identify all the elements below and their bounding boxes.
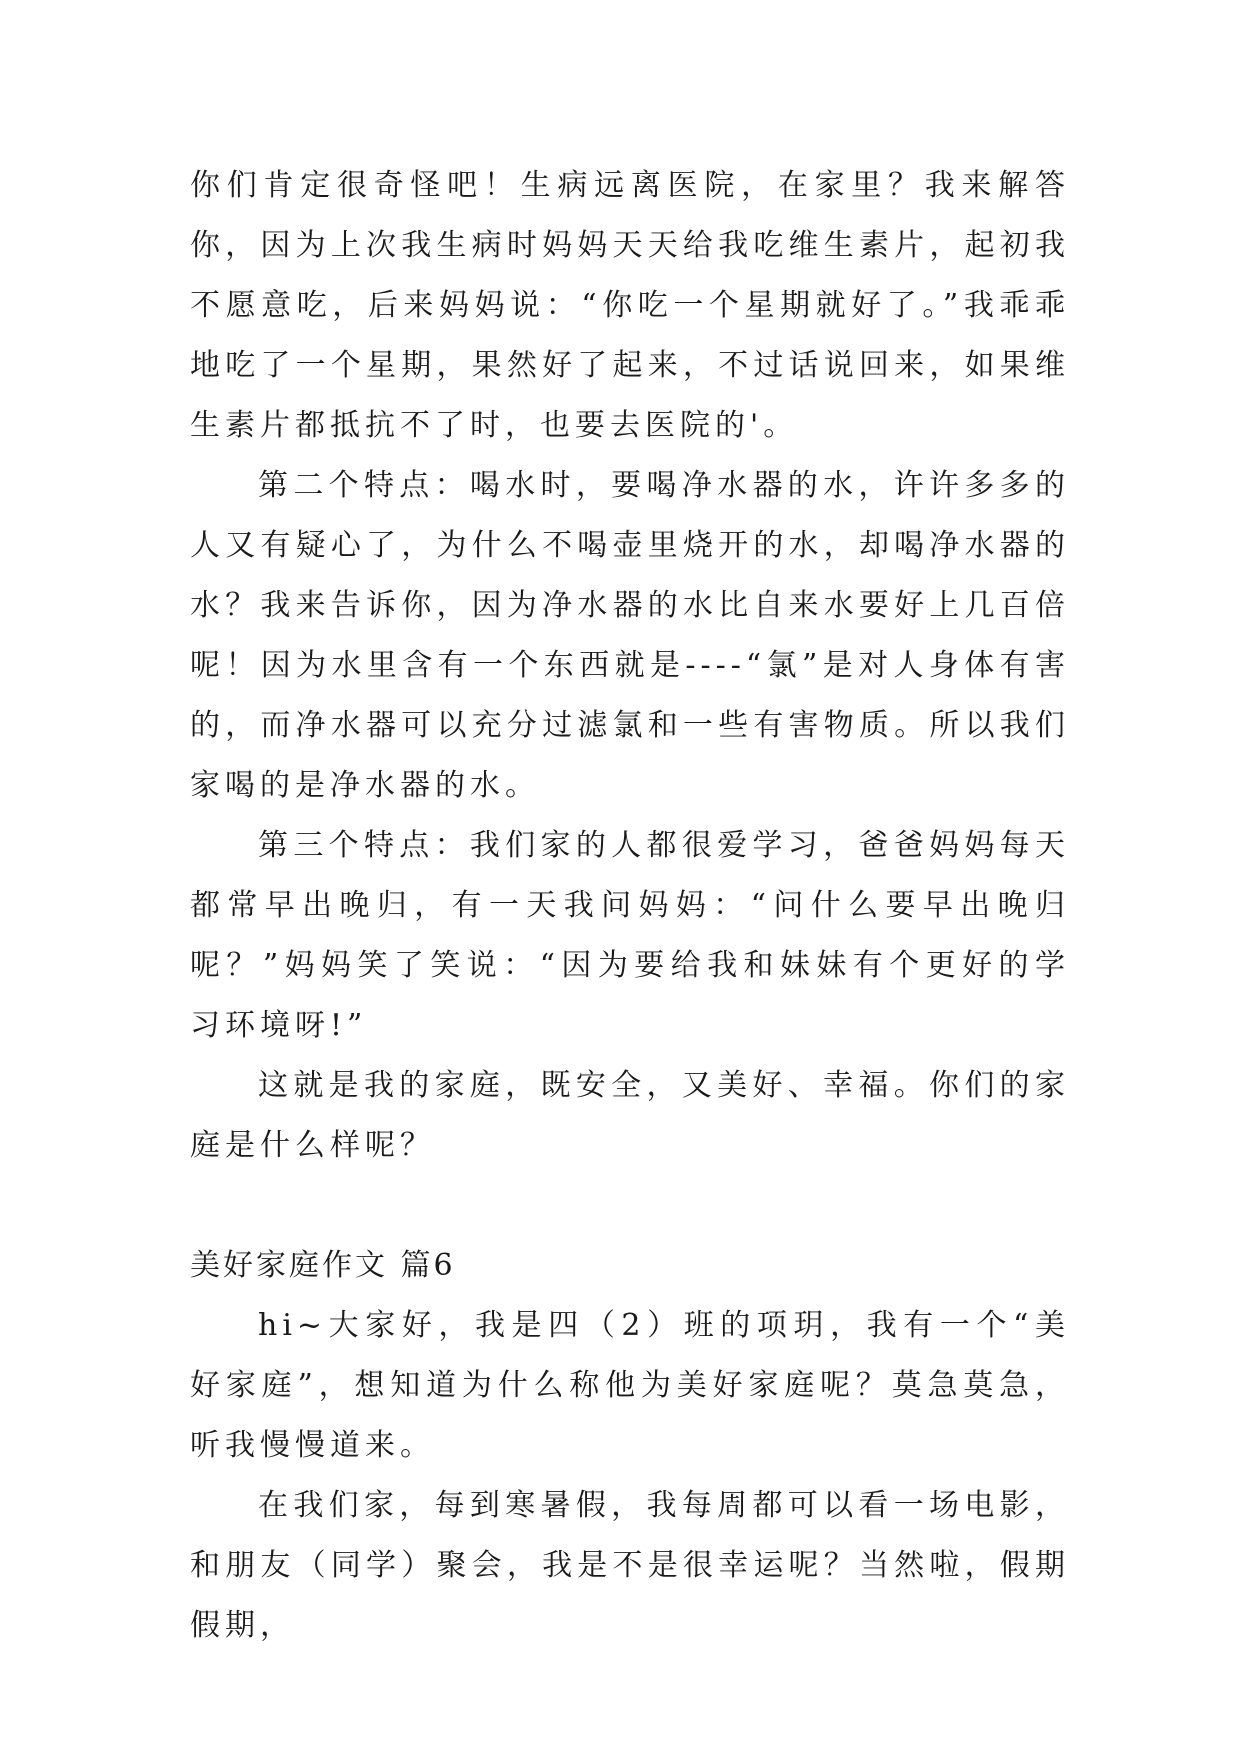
- body-paragraph: 这就是我的家庭，既安全，又美好、幸福。你们的家庭是什么样呢？: [190, 1068, 1070, 1163]
- body-paragraph: 你们肯定很奇怪吧！生病远离医院，在家里？我来解答你，因为上次我生病时妈妈天天给我吃维生素片，起初我不愿意吃，后来妈妈说：“你吃一个星期就好了。”我乖乖地吃了一个星期，果然好了起来，不过话说回来，如果维生素片都抵抗不了时，也要去医院的'。: [190, 168, 1070, 443]
- document-page: [190, 156, 1070, 1656]
- body-paragraph: 第三个特点：我们家的人都很爱学习，爸爸妈妈每天都常早出晚归，有一天我问妈妈：“问什么要早出晚归呢？”妈妈笑了笑说：“因为要给我和妹妹有个更好的学习环境呀!”: [190, 828, 1070, 1043]
- body-paragraph: hi~大家好，我是四（2）班的项玥，我有一个“美好家庭”，想知道为什么称他为美好家庭呢？莫急莫急，听我慢慢道来。: [190, 1308, 1070, 1463]
- body-paragraph: 在我们家，每到寒暑假，我每周都可以看一场电影，和朋友（同学）聚会，我是不是很幸运呢？当然啦，假期假期，: [190, 1488, 1070, 1643]
- body-paragraph: 第二个特点：喝水时，要喝净水器的水，许许多多的人又有疑心了，为什么不喝壶里烧开的水，却喝净水器的水？我来告诉你，因为净水器的水比自来水要好上几百倍呢！因为水里含有一个东西就是----“氯”是对人身体有害的，而净水器可以充分过滤氯和一些有害物质。所以我们家喝的是净水器的水。: [190, 468, 1070, 803]
- section-heading: 美好家庭作文 篇6: [190, 1248, 456, 1283]
- section-spacer: [190, 1176, 1070, 1236]
